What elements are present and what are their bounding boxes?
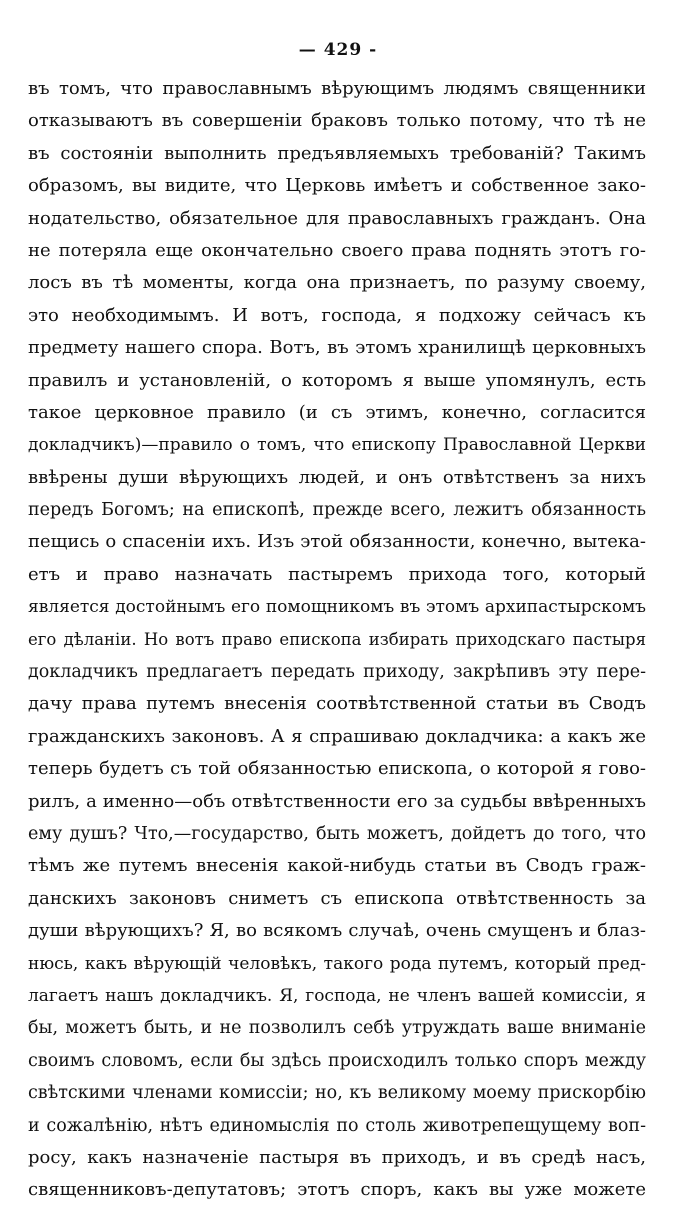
text-line: теперь будетъ съ той обязанностью епископа, о которой я гово-	[28, 758, 646, 780]
text-line: является достойнымъ его помощникомъ въ этомъ архипастырскомъ	[28, 597, 646, 618]
text-line: нюсь, какъ вѣрующiй человѣкъ, такого рода путемъ, который пред-	[28, 953, 646, 974]
text-line: нодательство, обязательное для православныхъ гражданъ. Она	[28, 207, 646, 229]
text-line: ввѣрены души вѣрующихъ людей, и онъ отвѣтственъ за нихъ	[28, 466, 646, 488]
text-line: докладчикъ предлагаетъ передать приходу, закрѣпивъ эту пере-	[28, 662, 646, 683]
text-line: отказываютъ въ совершенiи браковъ только потому, что тѣ не	[28, 110, 646, 132]
text-line: души вѣрующихъ? Я, во всякомъ случаѣ, очень смущенъ и блаз-	[28, 920, 646, 942]
body-text	[28, 73, 646, 1207]
text-line: свѣтскими членами комиссiи; но, къ великому моему прискорбiю	[28, 1083, 646, 1104]
text-line: лосъ въ тѣ моменты, когда она признаетъ, по разуму своему,	[28, 272, 646, 294]
text-line: тѣмъ же путемъ внесенiя какой-нибудь статьи въ Сводъ граж-	[28, 855, 646, 877]
text-line: ему душъ? Что,—государство, быть можетъ, дойдетъ до того, что	[28, 823, 646, 844]
text-line: передъ Богомъ; на епископѣ, прежде всего, лежитъ обязанность	[28, 500, 646, 521]
text-line: своимъ словомъ, если бы здѣсь происходилъ только споръ между	[28, 1050, 646, 1071]
text-line: рилъ, а именно—объ отвѣтственности его за судьбы ввѣренныхъ	[28, 790, 646, 812]
text-line: пещись о спасенiи ихъ. Изъ этой обязанности, конечно, вытека-	[28, 531, 646, 553]
text-line: и сожалѣнiю, нѣтъ единомыслiя по столь животрепещущему воп-	[28, 1115, 646, 1136]
text-line: росу, какъ назначенiе пастыря въ приходъ, и въ средѣ насъ,	[28, 1146, 646, 1168]
text-line: лагаетъ нашъ докладчикъ. Я, господа, не членъ вашей комиссiи, я	[28, 985, 646, 1006]
text-line: етъ и право назначать пастыремъ прихода того, который	[28, 563, 646, 585]
text-line: въ томъ, что православнымъ вѣрующимъ людямъ священники	[28, 78, 646, 99]
text-line: въ состоянiи выполнить предъявляемыхъ требованiй? Такимъ	[28, 142, 646, 164]
text-line: бы, можетъ быть, и не позволилъ себѣ утруждать ваше вниманiе	[28, 1018, 646, 1039]
text-line: образомъ, вы видите, что Церковь имѣетъ и собственное зако-	[28, 175, 646, 197]
text-line: такое церковное правило (и съ этимъ, конечно, согласится	[28, 401, 646, 423]
text-line: не потеряла еще окончательно своего права поднять этотъ го-	[28, 239, 646, 261]
text-line: священниковъ-депутатовъ; этотъ споръ, какъ вы уже можете	[28, 1179, 646, 1201]
text-line: его дѣланiи. Но вотъ право епископа избирать приходскаго пастыря	[28, 629, 646, 649]
text-line: предмету нашего спора. Вотъ, въ этомъ хранилищѣ церковныхъ	[28, 337, 646, 359]
text-line: данскихъ законовъ сниметъ съ епископа отвѣтственность за	[28, 887, 646, 909]
page-number: — 429 -	[298, 40, 378, 60]
text-line: гражданскихъ законовъ. А я спрашиваю докладчика: а какъ же	[28, 725, 646, 747]
text-line: правилъ и установленiй, о которомъ я выше упомянулъ, есть	[28, 369, 646, 391]
text-line: это необходимымъ. И вотъ, господа, я подхожу сейчасъ къ	[28, 304, 646, 326]
text-line: дачу права путемъ внесенiя соотвѣтственной статьи въ Сводъ	[28, 693, 646, 715]
text-line: докладчикъ)—правило о томъ, что епископу Православной Церкви	[28, 435, 646, 456]
